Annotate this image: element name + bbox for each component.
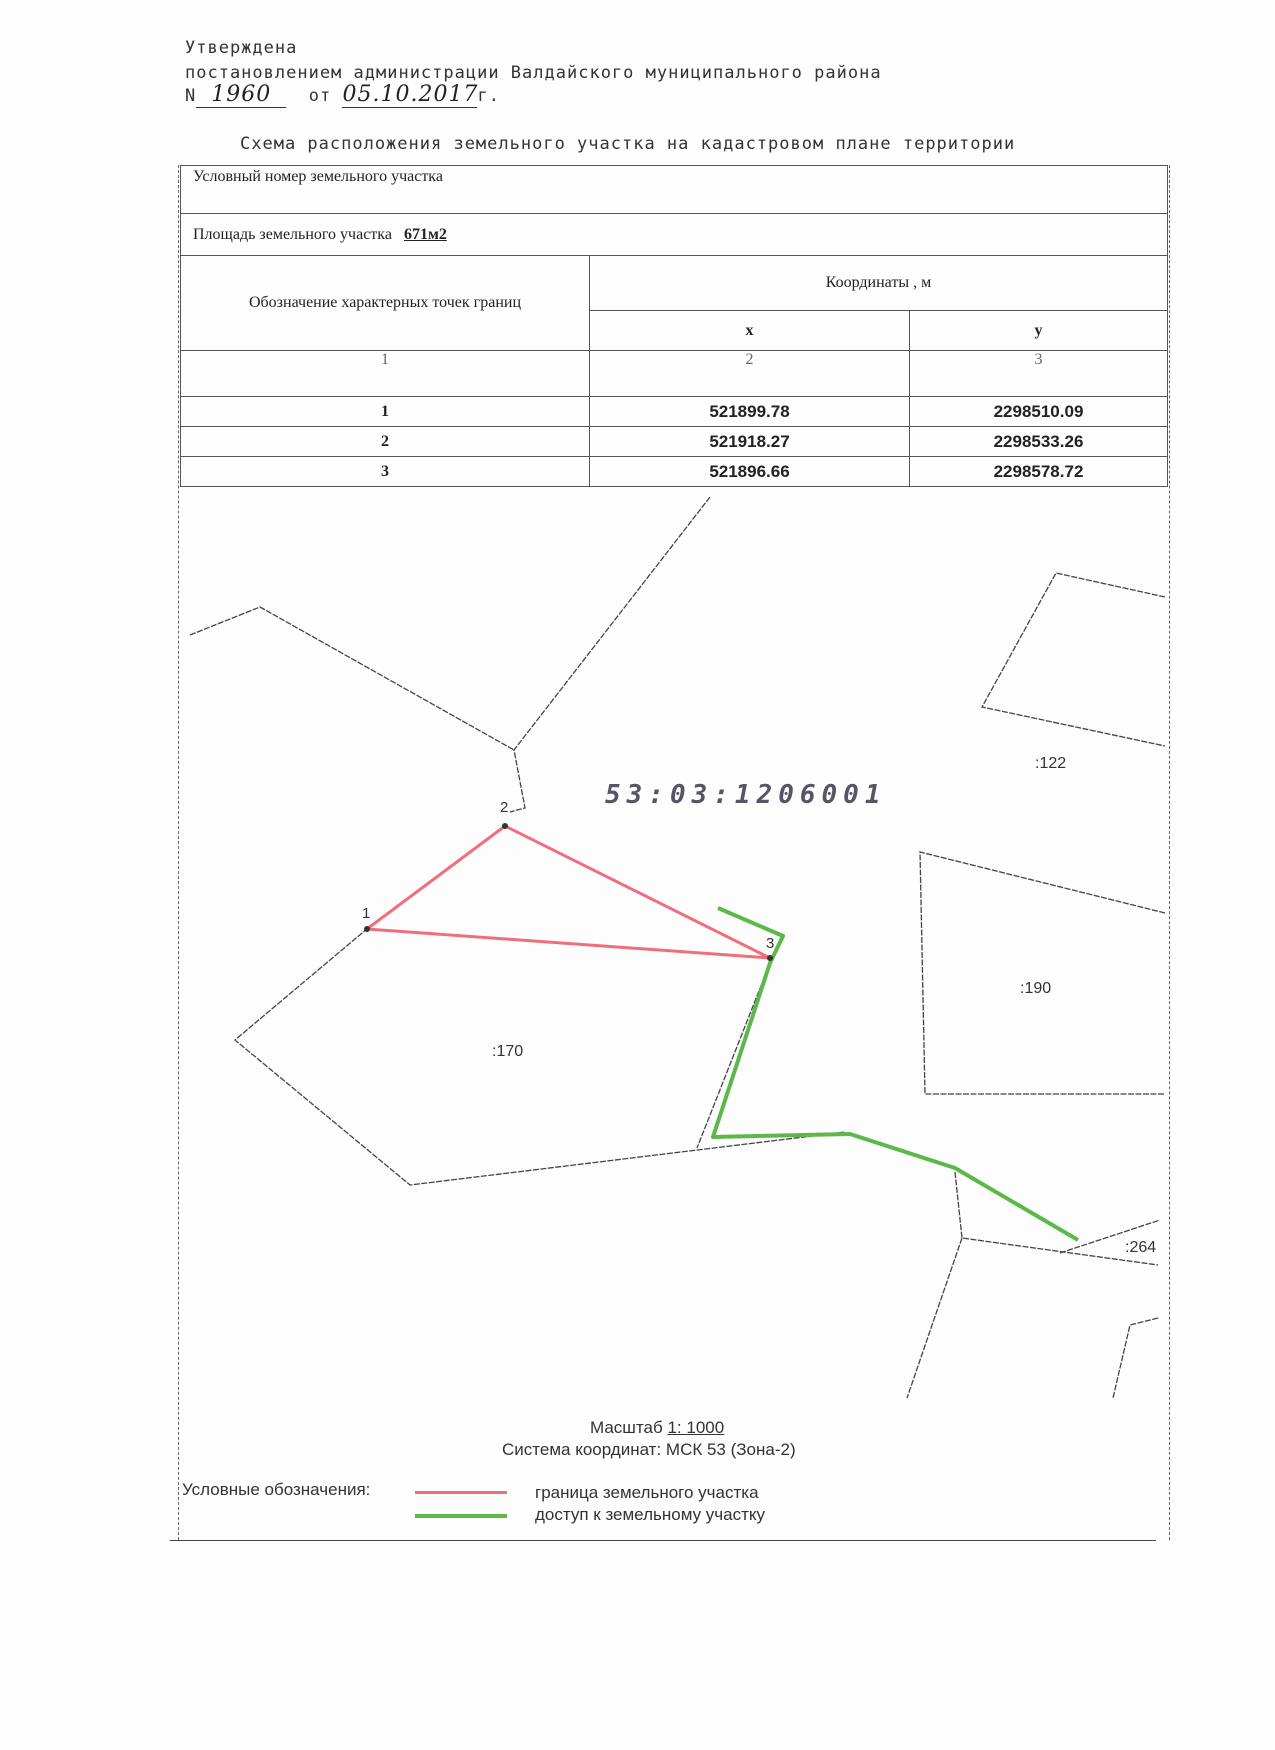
point-label-2: 2 (500, 799, 509, 816)
x-cell: 521899.78 (590, 397, 910, 427)
point-cell: 1 (181, 397, 590, 427)
parcel-label-170: :170 (492, 1043, 524, 1060)
point-1-marker (364, 926, 370, 932)
parcel-boundary-line (190, 607, 514, 750)
area-label: Площадь земельного участка (193, 225, 392, 243)
point-2-marker (502, 823, 508, 829)
parcel-170-outline (235, 928, 845, 1185)
x-header: x (590, 311, 910, 351)
points-header: Обозначение характерных точек границ (181, 256, 590, 351)
parcel-boundary-line (510, 497, 710, 812)
point-cell: 2 (181, 427, 590, 457)
conditional-number-label: Условный номер земельного участка (181, 166, 1168, 214)
legend-boundary-swatch (415, 1491, 507, 1494)
decree-number: 1960 (196, 82, 286, 108)
coordinate-system: Система координат: МСК 53 (Зона-2) (502, 1440, 796, 1459)
parcel-label-264: :264 (1125, 1239, 1157, 1256)
y-cell: 2298533.26 (910, 427, 1168, 457)
point-label-1: 1 (362, 905, 371, 922)
parcel-label-190: :190 (1020, 980, 1052, 997)
y-header: y (910, 311, 1168, 351)
date-suffix: г. (477, 86, 500, 106)
point-label-3: 3 (766, 935, 775, 952)
y-cell: 2298510.09 (910, 397, 1168, 427)
parcel-boundary-line (907, 1238, 962, 1398)
legend-access-swatch (415, 1514, 507, 1518)
col-number-2: 2 (590, 351, 910, 397)
document-title: Схема расположения земельного участка на кадастровом плане территории (240, 134, 1016, 154)
legend-title: Условные обозначения: (182, 1480, 371, 1499)
legend-access-label: доступ к земельному участку (535, 1505, 766, 1524)
scale-value: 1: 1000 (667, 1418, 725, 1437)
date-prefix: от (308, 86, 332, 106)
plot-boundary (367, 826, 770, 958)
scale-label: Масштаб (590, 1418, 663, 1437)
point-cell: 3 (181, 457, 590, 487)
decree-line: постановлением администрации Валдайского муниципального района (185, 63, 882, 83)
x-cell: 521918.27 (590, 427, 910, 457)
col-number-1: 1 (181, 351, 590, 397)
legend-boundary-label: граница земельного участка (535, 1483, 759, 1502)
col-number-3: 3 (910, 351, 1168, 397)
parcel-boundary-line (1113, 1318, 1158, 1398)
parcel-label-122: :122 (1035, 755, 1067, 772)
coords-header: Координаты , м (590, 256, 1168, 311)
parcel-122-outline (982, 573, 1165, 746)
point-3-marker (767, 955, 773, 961)
area-value: 671м2 (403, 225, 447, 243)
decree-date: 05.10.2017 (342, 82, 479, 107)
y-cell: 2298578.72 (910, 457, 1168, 487)
block-number: 53:03:1206001 (605, 780, 887, 810)
number-prefix: N (185, 86, 197, 106)
x-cell: 521896.66 (590, 457, 910, 487)
scale-line (590, 1418, 724, 1438)
approved-label: Утверждена (185, 38, 298, 58)
parcel-190-outline (920, 852, 1165, 1094)
